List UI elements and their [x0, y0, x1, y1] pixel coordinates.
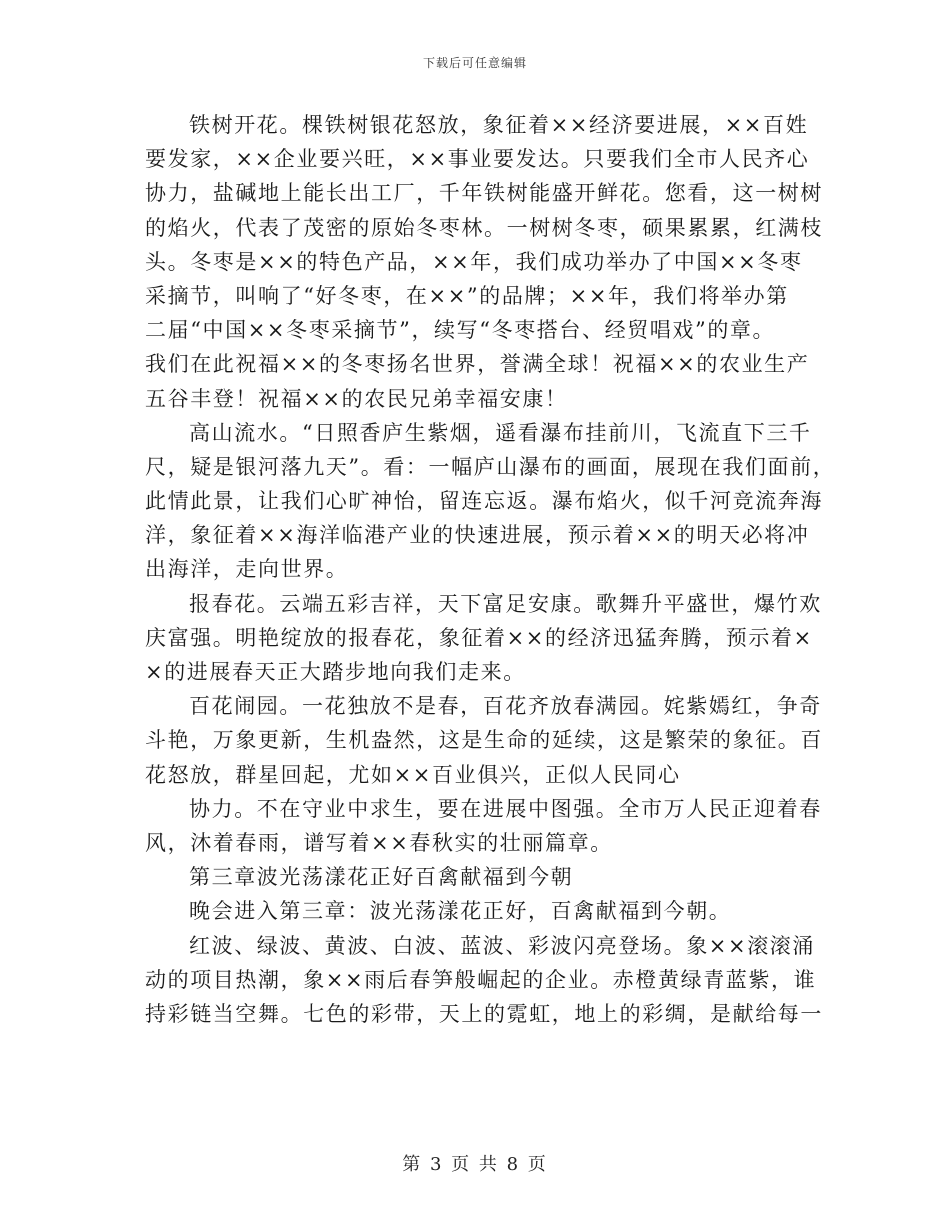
text-line: 晚会进入第三章：波光荡漾花正好，百禽献福到今朝。	[189, 899, 732, 924]
document-body	[145, 108, 836, 1031]
text-line: 尺，疑是银河落九天”。看：一幅庐山瀑布的画面，展现在我们面前，	[145, 454, 836, 479]
text-line: 百花闹园。一花独放不是春，百花齐放春满园。姹紫嫣红，争奇	[189, 694, 822, 719]
text-line: 红波、绿波、黄波、白波、蓝波、彩波闪亮登场。象××滚滚涌	[189, 933, 815, 958]
text-line: 庆富强。明艳绽放的报春花，象征着××的经济迅猛奔腾，预示着×	[145, 625, 813, 650]
text-line: 的焰火，代表了茂密的原始冬枣林。一树树冬枣，硕果累累，红满枝	[145, 215, 823, 240]
text-line: 高山流水。“日照香庐生紫烟，遥看瀑布挂前川，飞流直下三千	[189, 420, 812, 445]
footer-middle: 页 共	[451, 1154, 499, 1175]
text-line: 我们在此祝福××的冬枣扬名世界，誉满全球！祝福××的农业生产	[145, 352, 810, 377]
text-line: 第三章波光荡漾花正好百禽献福到今朝	[189, 865, 574, 890]
text-line: 二届“中国××冬枣采摘节”，续写“冬枣搭台、经贸唱戏”的章。	[145, 318, 776, 343]
text-line: 洋，象征着××海洋临港产业的快速进展，预示着××的明天必将冲	[145, 523, 810, 548]
footer-page-number: 3	[429, 1154, 444, 1175]
text-line: 协力，盐碱地上能长出工厂，千年铁树能盛开鲜花。您看，这一树树	[145, 181, 823, 206]
text-line: 五谷丰登！祝福××的农民兄弟幸福安康！	[145, 386, 568, 411]
text-line: 要发家，××企业要兴旺，××事业要发达。只要我们全市人民齐心	[145, 147, 810, 172]
text-line: 采摘节，叫响了“好冬枣，在××”的品牌；××年，我们将举办第	[145, 283, 789, 308]
text-line: 出海洋，走向世界。	[145, 557, 349, 582]
page-footer	[0, 1150, 950, 1176]
text-line: 协力。不在守业中求生，要在进展中图强。全市万人民正迎着春	[189, 796, 822, 821]
text-line: 风，沐着春雨，谱写着××春秋实的壮丽篇章。	[145, 830, 613, 855]
text-line: 此情此景，让我们心旷神怡，留连忘返。瀑布焰火，似千河竞流奔海	[145, 489, 823, 514]
page-header: 下载后可任意编辑	[422, 56, 527, 70]
text-line: 头。冬枣是××的特色产品，××年，我们成功举办了中国××冬枣	[145, 249, 803, 274]
footer-prefix: 第	[402, 1154, 423, 1175]
text-line: 斗艳，万象更新，生机盎然，这是生命的延续，这是繁荣的象征。百	[145, 728, 823, 753]
text-line: 持彩链当空舞。七色的彩带，天上的霓虹，地上的彩绸，是献给每一	[145, 1001, 823, 1026]
text-line: 报春花。云端五彩吉祥，天下富足安康。歌舞升平盛世，爆竹欢	[189, 591, 822, 616]
text-line: 动的项目热潮，象××雨后春笋般崛起的企业。赤橙黄绿青蓝紫，谁	[145, 967, 817, 992]
text-line: ×的进展春天正大踏步地向我们走来。	[145, 660, 526, 684]
footer-total-pages: 8	[506, 1154, 521, 1175]
text-line: 花怒放，群星回起，尤如××百业俱兴，正似人民同心	[145, 762, 681, 787]
footer-suffix: 页	[527, 1154, 548, 1175]
text-line: 铁树开花。棵铁树银花怒放，象征着××经济要进展，××百姓	[189, 113, 809, 137]
